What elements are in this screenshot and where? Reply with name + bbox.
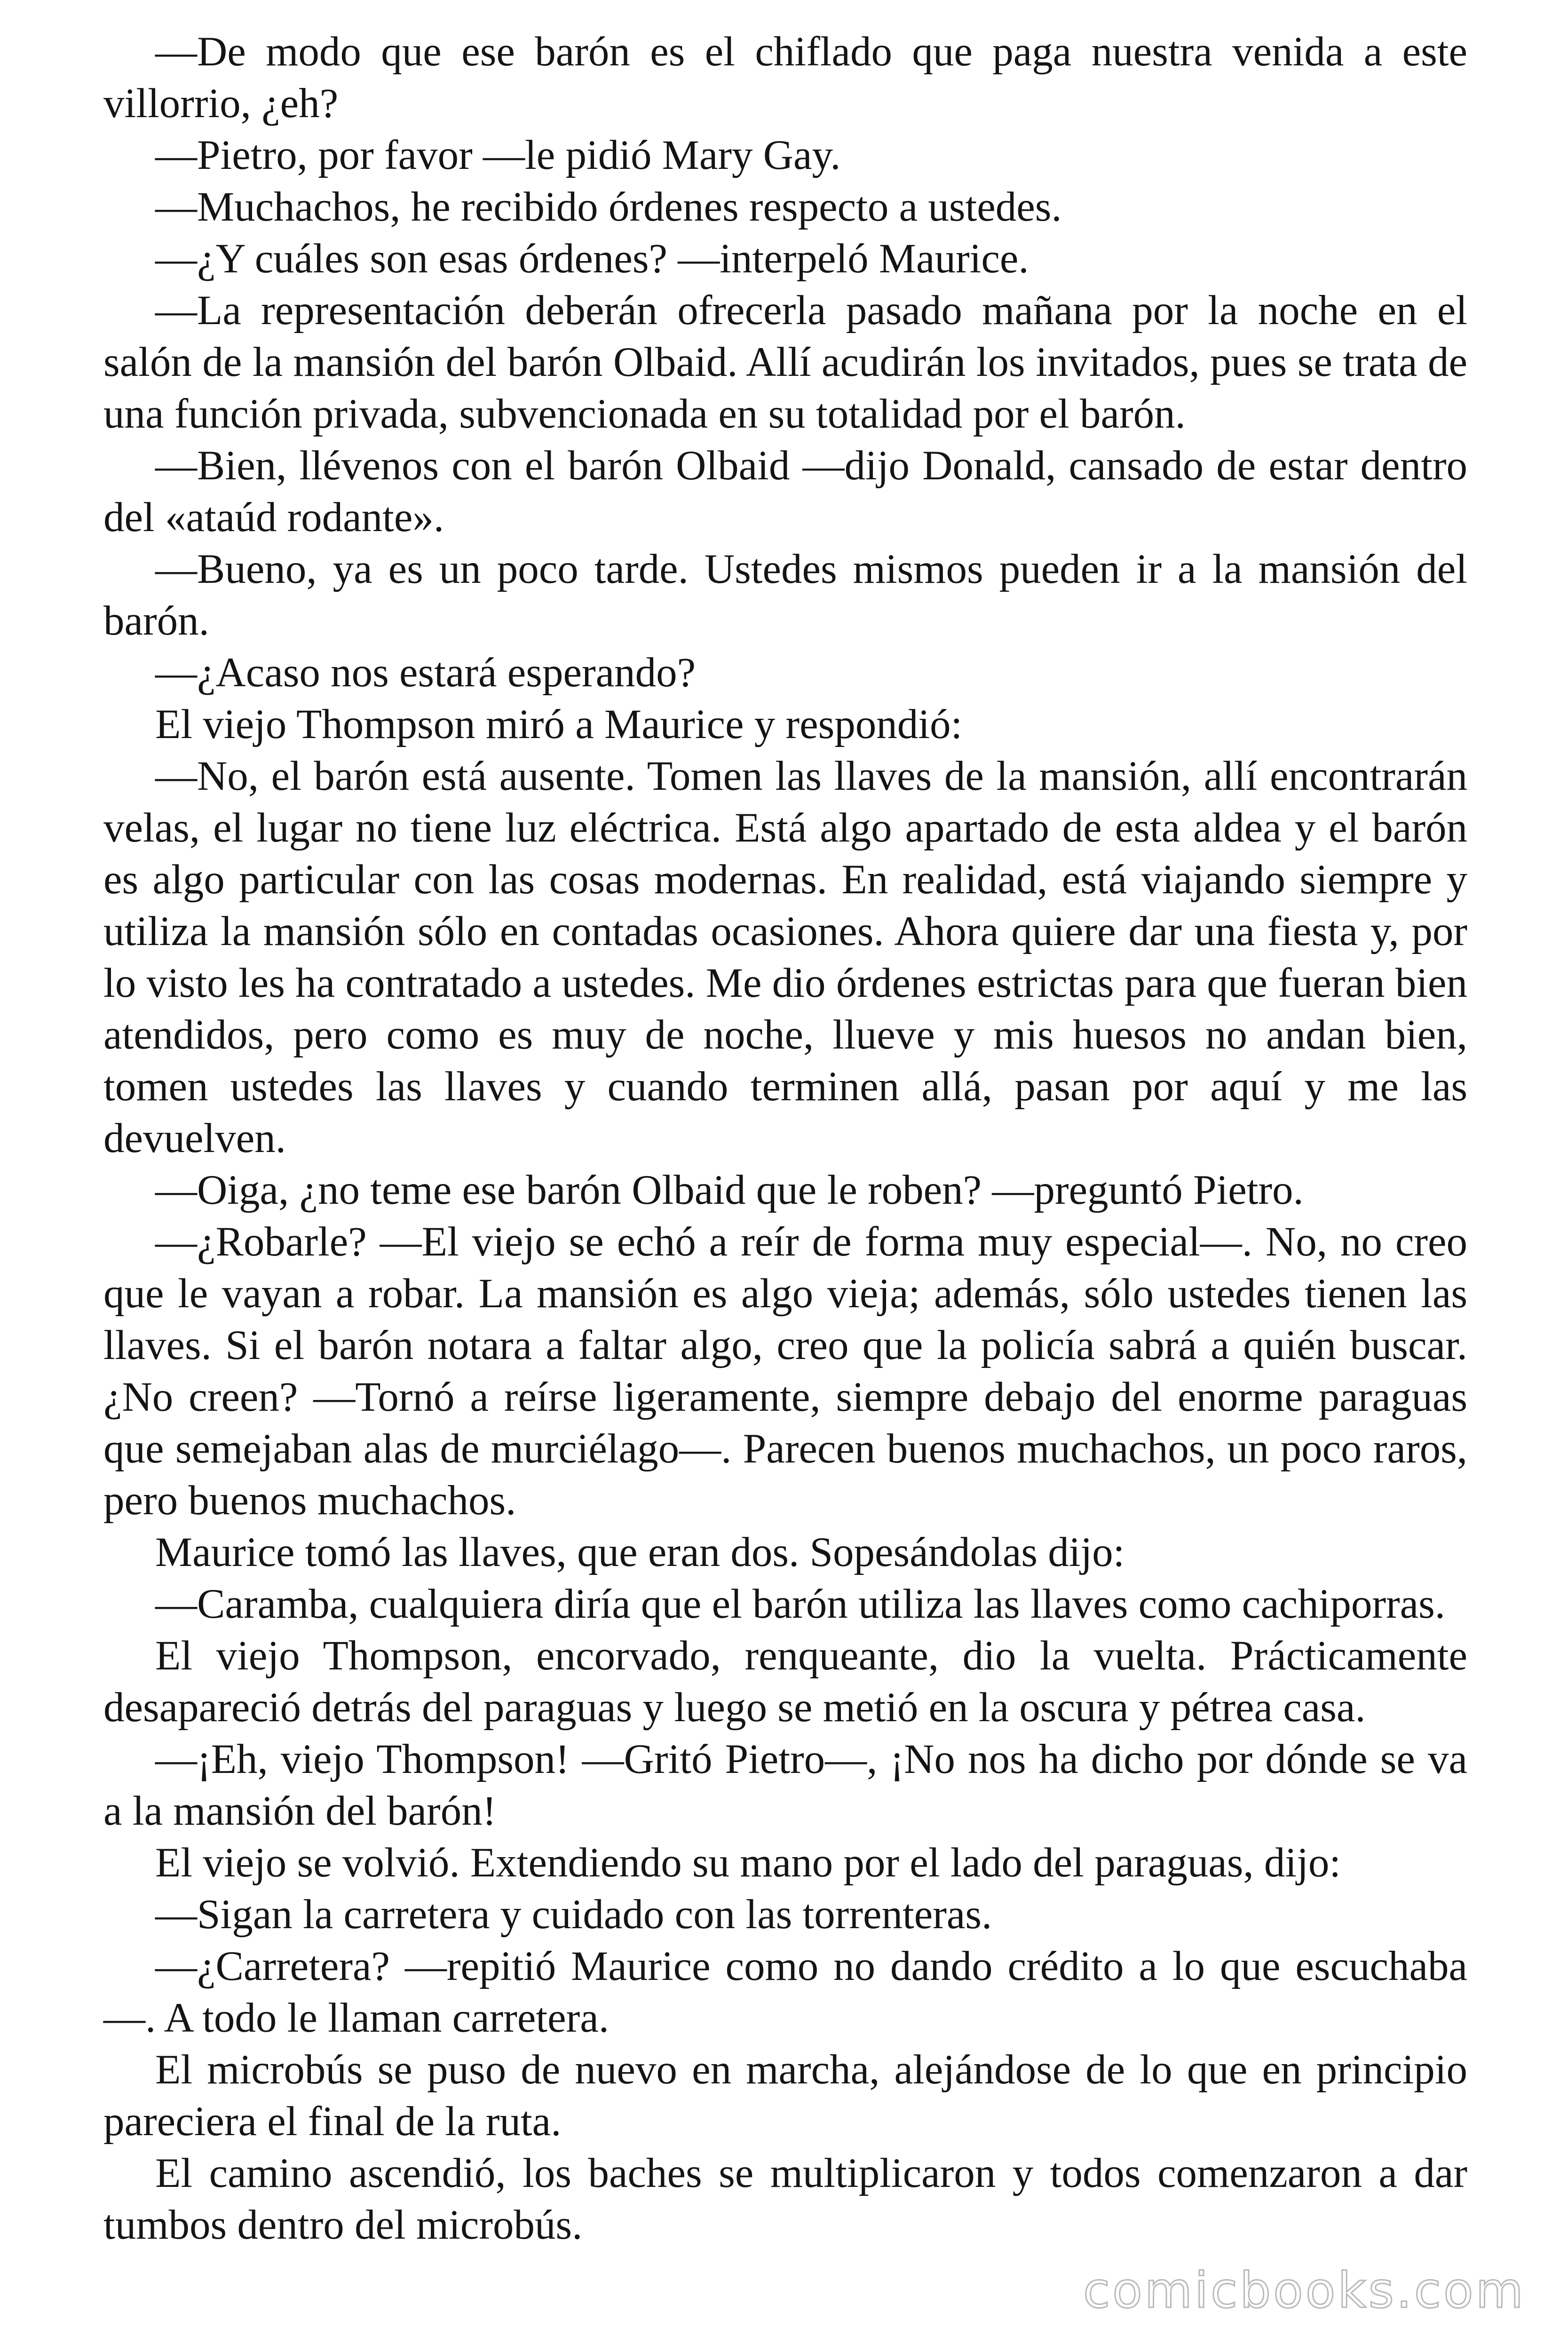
paragraph: El microbús se puso de nuevo en marcha, alejándose de lo que en principio pareciera el final de la ruta. (103, 2047, 1467, 2145)
paragraph: —La representación deberán ofrecerla pasado mañana por la noche en el salón de la mansión del barón Olbaid. Allí acudirán los invitados, pues se trata de una función privada, subvencionada en su totalidad por el barón. (103, 287, 1467, 437)
paragraph: —¿Robarle? —El viejo se echó a reír de forma muy especial—. No, no creo que le vayan a robar. La mansión es algo vieja; además, sólo ustedes tienen las llaves. Si el barón notara a faltar algo, creo que la policía sabrá a quién buscar. ¿No creen? —Tornó a reírse ligeramente, siempre debajo del enorme paraguas que semejaban alas de murciélago—. Parecen buenos muchachos, un poco raros, pero buenos muchachos. (103, 1219, 1467, 1524)
paragraph: —De modo que ese barón es el chiflado que paga nuestra venida a este villorrio, ¿eh? (103, 29, 1467, 127)
paragraph: El viejo Thompson, encorvado, renqueante, dio la vuelta. Prácticamente desapareció detrás del paraguas y luego se metió en la oscura y pétrea casa. (103, 1633, 1467, 1731)
watermark: comicbooks.com (1083, 2262, 1526, 2319)
paragraph: —¡Eh, viejo Thompson! —Gritó Pietro—, ¡No nos ha dicho por dónde se va a la mansión del barón! (103, 1736, 1467, 1834)
paragraph: —Pietro, por favor —le pidió Mary Gay. (155, 132, 841, 178)
paragraph: —Bueno, ya es un poco tarde. Ustedes mismos pueden ir a la mansión del barón. (103, 546, 1467, 644)
paragraph: —¿Carretera? —repitió Maurice como no dando crédito a lo que escuchaba—. A todo le llaman carretera. (103, 1943, 1467, 2041)
paragraph: —Oiga, ¿no teme ese barón Olbaid que le roben? —preguntó Pietro. (155, 1167, 1304, 1213)
paragraph: —No, el barón está ausente. Tomen las llaves de la mansión, allí encontrarán velas, el lugar no tiene luz eléctrica. Está algo apartado de esta aldea y el barón es algo particular con las cosas modernas. En realidad, está viajando siempre y utiliza la mansión sólo en contadas ocasiones. Ahora quiere dar una fiesta y, por lo visto les ha contratado a ustedes. Me dio órdenes estrictas para que fueran bien atendidos, pero como es muy de noche, llueve y mis huesos no andan bien, tomen ustedes las llaves y cuando terminen allá, pasan por aquí y me las devuelven. (103, 753, 1467, 1161)
paragraph: El viejo se volvió. Extendiendo su mano por el lado del paraguas, dijo: (155, 1840, 1341, 1886)
paragraph: —¿Y cuáles son esas órdenes? —interpeló Maurice. (155, 236, 1029, 282)
paragraph: —¿Acaso nos estará esperando? (155, 650, 696, 696)
paragraph: —Sigan la carretera y cuidado con las torrenteras. (155, 1891, 992, 1938)
paragraph: Maurice tomó las llaves, que eran dos. Sopesándolas dijo: (155, 1529, 1125, 1575)
paragraph: El camino ascendió, los baches se multiplicaron y todos comenzaron a dar tumbos dentro del microbús. (103, 2150, 1467, 2248)
paragraph: El viejo Thompson miró a Maurice y respondió: (155, 701, 963, 747)
page-body (103, 26, 1467, 2251)
paragraph: —Caramba, cualquiera diría que el barón utiliza las llaves como cachiporras. (155, 1581, 1446, 1627)
paragraph: —Muchachos, he recibido órdenes respecto a ustedes. (155, 184, 1062, 230)
paragraph: —Bien, llévenos con el barón Olbaid —dijo Donald, cansado de estar dentro del «ataúd rodante». (103, 443, 1467, 540)
